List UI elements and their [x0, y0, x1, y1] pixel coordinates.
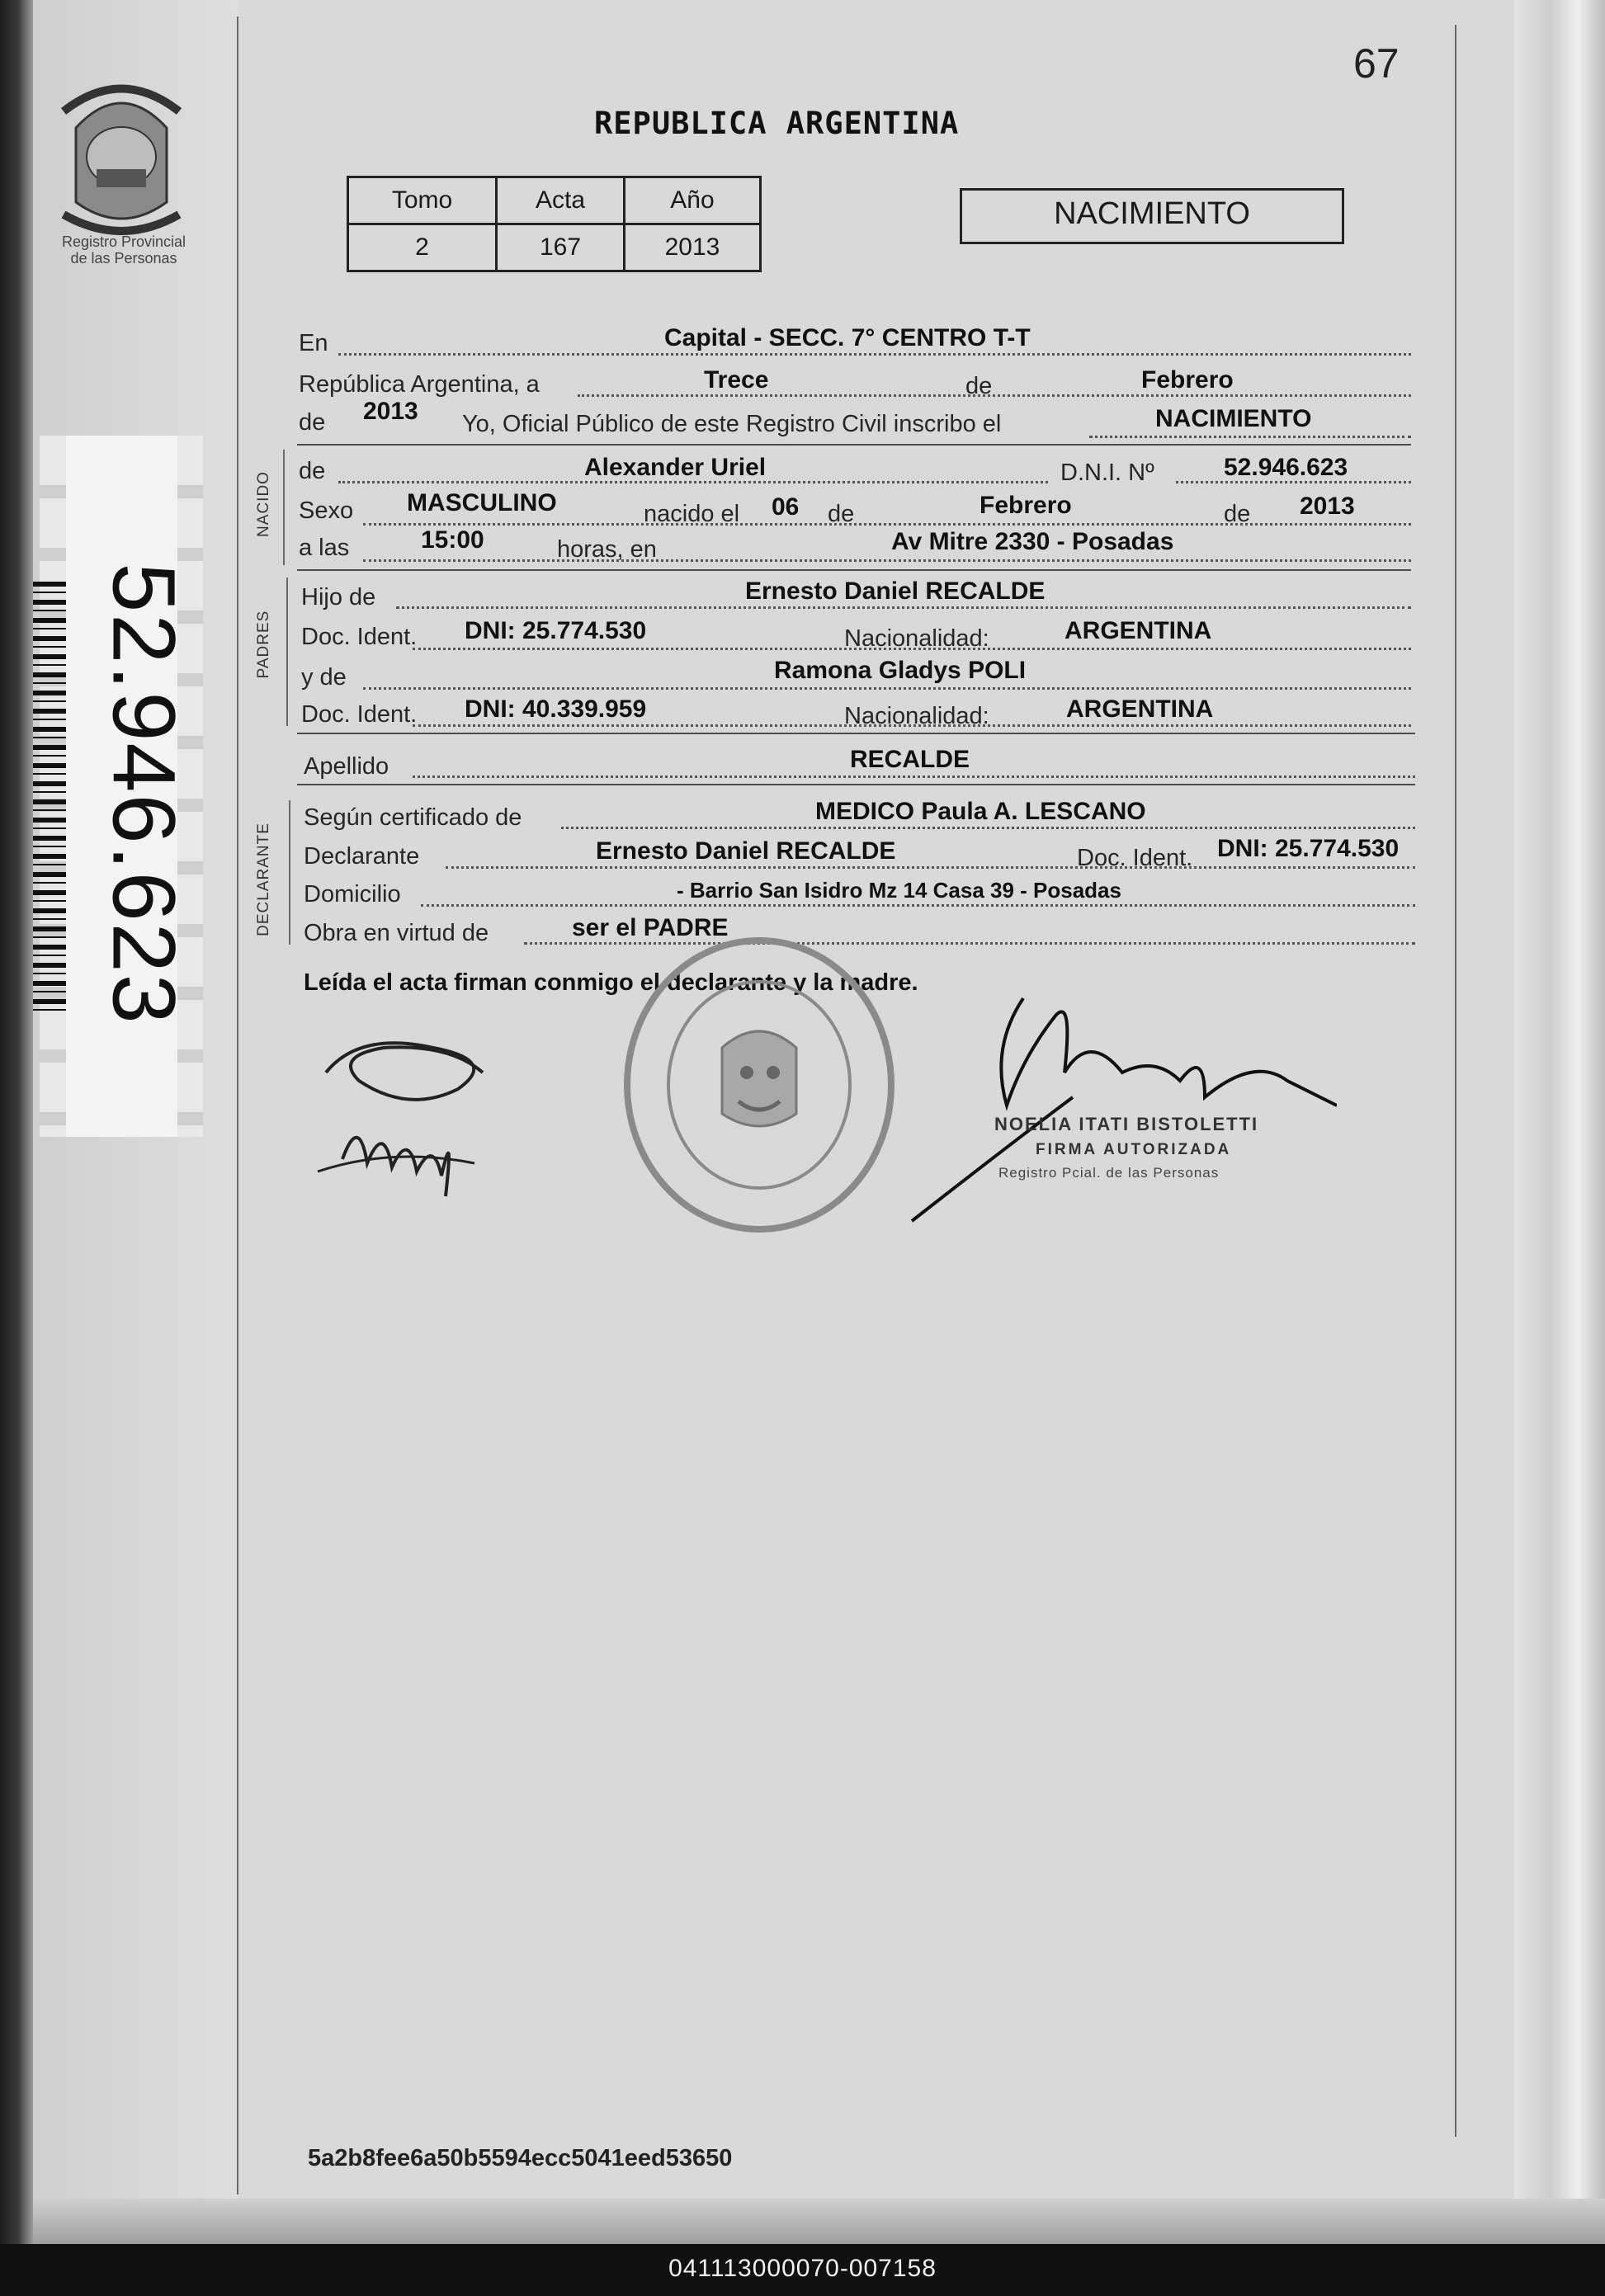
separator-3 [297, 733, 1415, 734]
padres-section-line [286, 578, 288, 726]
nac-dia: 06 [772, 493, 800, 521]
round-official-stamp-icon [615, 932, 904, 1238]
dotted-line [363, 559, 1411, 562]
separator-1 [297, 444, 1411, 446]
page-edges-right [1514, 0, 1605, 2244]
dni-vertical-number: 52.946.623 [94, 563, 195, 1025]
obra-label: Obra en virtud de [304, 920, 489, 946]
declarante-section-line [289, 800, 290, 945]
hora-value: 15:00 [421, 526, 484, 554]
anio-value: 2013 [363, 398, 418, 425]
value-acta: 167 [497, 224, 625, 271]
de-label: de [965, 373, 993, 399]
declarante-doc: DNI: 25.774.530 [1217, 835, 1400, 862]
official-name: NOELIA ITATI BISTOLETTI [994, 1114, 1259, 1134]
dotted-line [1089, 436, 1411, 438]
nacionalidad-label: Nacionalidad: [844, 703, 989, 729]
section-label-declarante: DECLARANTE [255, 823, 272, 936]
oficial-text: Yo, Oficial Público de este Registro Civil inscribo el [462, 411, 1002, 437]
left-margin-line [237, 17, 238, 2195]
horas-label: horas, en [557, 536, 657, 563]
dotted-line [363, 687, 1411, 690]
nac-mes: Febrero [980, 492, 1072, 519]
dni-label: D.N.I. Nº [1060, 460, 1154, 486]
dotted-line [413, 724, 1411, 727]
apellido-value: RECALDE [850, 746, 970, 773]
value-tomo: 2 [348, 224, 497, 271]
mes-value: Febrero [1141, 366, 1234, 394]
closing-text: Leída el acta firman conmigo el declarante y la madre. [304, 969, 918, 996]
dotted-line [413, 648, 1411, 650]
de-label: de [299, 458, 326, 484]
padre-nac: ARGENTINA [1064, 617, 1212, 644]
de-label: de [299, 409, 326, 436]
doc-label: Doc. Ident. [1077, 845, 1193, 871]
alas-label: a las [299, 535, 350, 561]
nacionalidad-label: Nacionalidad: [844, 625, 989, 652]
en-label: En [299, 330, 328, 356]
document-title: REPUBLICA ARGENTINA [594, 106, 960, 141]
page-edges-bottom [33, 2199, 1605, 2244]
official-signature-icon [908, 982, 1337, 1229]
nacido-label: nacido el [644, 501, 740, 527]
lugar-value: Av Mitre 2330 - Posadas [891, 528, 1174, 555]
footer-code: 041113000070-007158 [668, 2255, 937, 2282]
nombre-value: Alexander Uriel [584, 454, 767, 481]
doc-label: Doc. Ident. [301, 701, 418, 728]
certificado-label: Según certificado de [304, 804, 522, 831]
yde-label: y de [301, 664, 347, 691]
official-office: Registro Pcial. de las Personas [998, 1165, 1220, 1181]
value-anio: 2013 [625, 224, 761, 271]
madre-nac: ARGENTINA [1066, 695, 1214, 723]
book-spine [0, 0, 33, 2244]
domicilio-value: - Barrio San Isidro Mz 14 Casa 39 - Posadas [677, 878, 1121, 903]
separator-4 [297, 784, 1415, 785]
dotted-line [413, 776, 1415, 778]
seal-caption: Registro Provincial de las Personas [61, 233, 186, 266]
header-acta: Acta [497, 177, 625, 224]
page-number: 67 [1353, 40, 1400, 87]
nacido-section-line [283, 450, 285, 565]
dotted-line [363, 523, 1411, 526]
dotted-line [396, 606, 1411, 609]
declarant-signature-icon [309, 1023, 507, 1213]
madre-doc: DNI: 40.339.959 [465, 695, 647, 723]
separator-2 [297, 569, 1411, 571]
sexo-label: Sexo [299, 497, 354, 524]
inscripcion-value: NACIMIENTO [1155, 405, 1312, 432]
certificado-value: MEDICO Paula A. LESCANO [815, 798, 1146, 825]
declarante-value: Ernesto Daniel RECALDE [596, 837, 896, 865]
record-type-label: NACIMIENTO [1054, 196, 1250, 231]
dni-value: 52.946.623 [1224, 454, 1348, 481]
barcode [33, 582, 66, 1011]
nac-anio: 2013 [1300, 493, 1355, 520]
de-label: de [1224, 501, 1251, 527]
header-anio: Año [625, 177, 761, 224]
document-hash: 5a2b8fee6a50b5594ecc5041eed53650 [308, 2145, 733, 2171]
declarante-label: Declarante [304, 843, 420, 870]
hijo-label: Hijo de [301, 584, 376, 611]
de-label: de [828, 501, 855, 527]
dotted-line [561, 827, 1415, 829]
republica-label: República Argentina, a [299, 371, 540, 398]
apellido-label: Apellido [304, 753, 389, 780]
dotted-line [446, 866, 1415, 869]
madre-value: Ramona Gladys POLI [774, 657, 1027, 684]
provincial-seal-icon [51, 78, 191, 235]
obra-value: ser el PADRE [572, 914, 729, 941]
sexo-value: MASCULINO [407, 489, 557, 516]
tomo-acta-anio-table [347, 176, 762, 272]
dotted-line [421, 904, 1415, 907]
dotted-line [338, 353, 1411, 356]
section-label-nacido: NACIDO [255, 471, 272, 537]
header-tomo: Tomo [348, 177, 497, 224]
dia-value: Trece [704, 366, 769, 394]
padre-value: Ernesto Daniel RECALDE [745, 578, 1046, 605]
dotted-line [578, 394, 1411, 397]
official-role: FIRMA AUTORIZADA [1036, 1141, 1232, 1158]
en-value: Capital - SECC. 7° CENTRO T-T [664, 324, 1031, 351]
section-label-padres: PADRES [255, 610, 272, 679]
right-margin-line [1455, 25, 1456, 2137]
doc-label: Doc. Ident. [301, 624, 418, 650]
padre-doc: DNI: 25.774.530 [465, 617, 647, 644]
domicilio-label: Domicilio [304, 881, 401, 908]
